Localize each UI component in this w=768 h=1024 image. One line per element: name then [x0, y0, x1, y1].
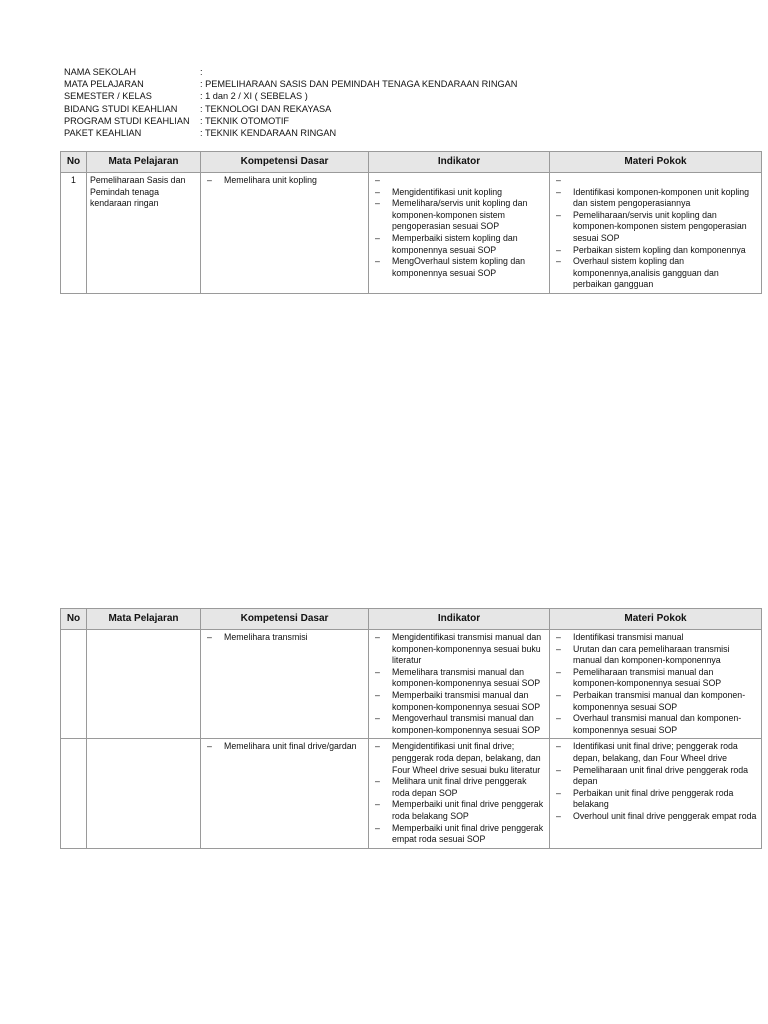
material-item: – Perbaikan unit final drive penggerak roda belakang [553, 788, 758, 811]
header-label: BIDANG STUDI KEAHLIAN [64, 103, 178, 114]
indicator-item: – Mengidentifikasi transmisi manual dan komponen-komponennya sesuai buku literatur [372, 632, 546, 667]
empty-dash: – [556, 175, 561, 185]
col-header-indicator: Indikator [369, 609, 550, 630]
indicator-item: – Memperbaiki transmisi manual dan komponen-komponennya sesuai SOP [372, 690, 546, 713]
table-row [61, 630, 762, 739]
competency-cell [201, 739, 369, 848]
header-row-school [64, 66, 517, 78]
col-header-competency: Kompetensi Dasar [201, 609, 369, 630]
competency-item: – Memelihara transmisi [204, 632, 365, 644]
indicator-item: – Memperbaiki unit final drive penggerak empat roda sesuai SOP [372, 823, 546, 846]
col-header-material: Materi Pokok [550, 152, 762, 173]
material-item: – Pemeliharaan/servis unit kopling dan komponen-komponen sistem pengoperasian sesuai SOP [553, 210, 758, 245]
material-item: – Overhaul transmisi manual dan komponen-komponennya sesuai SOP [553, 713, 758, 736]
header-value: : TEKNIK KENDARAAN RINGAN [200, 128, 337, 139]
indicator-cell [369, 630, 550, 739]
header-value: : PEMELIHARAAN SASIS DAN PEMINDAH TENAGA KENDARAAN RINGAN [200, 79, 518, 90]
document-header [64, 66, 517, 139]
indicator-item: – Mengoverhaul transmisi manual dan komponen-komponennya sesuai SOP [372, 713, 546, 736]
col-header-subject: Mata Pelajaran [87, 152, 201, 173]
subject-cell [87, 630, 201, 739]
material-item: – Overhaul sistem kopling dan komponennya,analisis gangguan dan perbaikan gangguan [553, 256, 758, 291]
indicator-item: – Mengidentifikasi unit kopling [372, 187, 546, 199]
indicator-cell [369, 173, 550, 294]
table-header-row [61, 152, 762, 173]
header-row-program [64, 115, 517, 127]
syllabus-table-2 [60, 608, 762, 849]
row-number: 1 [61, 173, 87, 294]
header-value: : 1 dan 2 / XI ( SEBELAS ) [200, 91, 308, 102]
material-item: – Urutan dan cara pemeliharaan transmisi manual dan komponen-komponennya [553, 644, 758, 667]
indicator-item: – Memelihara/servis unit kopling dan komponen-komponen sistem pengoperasian sesuai SOP [372, 198, 546, 233]
material-item: – Perbaikan transmisi manual dan komponen-komponennya sesuai SOP [553, 690, 758, 713]
header-row-semester [64, 90, 517, 102]
row-number [61, 739, 87, 848]
competency-item: – Memelihara unit kopling [204, 175, 365, 187]
material-item: – Overhoul unit final drive penggerak empat roda [553, 811, 758, 823]
header-label: SEMESTER / KELAS [64, 91, 152, 102]
header-label: PROGRAM STUDI KEAHLIAN [64, 115, 190, 126]
subject-text: Pemeliharaan Sasis dan Pemindah tenaga kendaraan ringan [90, 175, 186, 209]
table-row [61, 739, 762, 848]
header-row-package [64, 127, 517, 139]
material-item: – Pemeliharaan unit final drive penggerak roda depan [553, 765, 758, 788]
col-header-indicator: Indikator [369, 152, 550, 173]
material-cell [550, 173, 762, 294]
material-item: – Identifikasi komponen-komponen unit kopling dan sistem pengoperasiannya [553, 187, 758, 210]
row-number [61, 630, 87, 739]
col-header-competency: Kompetensi Dasar [201, 152, 369, 173]
col-header-no: No [61, 152, 87, 173]
indicator-item: – Memperbaiki sistem kopling dan komponennya sesuai SOP [372, 233, 546, 256]
header-row-subject [64, 78, 517, 90]
syllabus-table-1 [60, 151, 762, 294]
competency-item: – Memelihara unit final drive/gardan [204, 741, 365, 753]
header-label: PAKET KEAHLIAN [64, 128, 142, 139]
competency-cell [201, 173, 369, 294]
competency-cell [201, 630, 369, 739]
empty-dash: – [375, 175, 380, 185]
indicator-item: – Melihara unit final drive penggerak roda depan SOP [372, 776, 546, 799]
indicator-item: – Memperbaiki unit final drive penggerak roda belakang SOP [372, 799, 546, 822]
subject-cell [87, 173, 201, 294]
material-cell [550, 739, 762, 848]
header-row-field [64, 103, 517, 115]
header-value: : TEKNIK OTOMOTIF [200, 115, 289, 126]
material-item: – Pemeliharaan transmisi manual dan komponen-komponennya sesuai SOP [553, 667, 758, 690]
material-item: – Identifikasi transmisi manual [553, 632, 758, 644]
header-label: MATA PELAJARAN [64, 79, 144, 90]
header-value: : [200, 67, 203, 77]
material-item: – Identifikasi unit final drive; penggerak roda depan, belakang, dan Four Wheel drive [553, 741, 758, 764]
table-row [61, 173, 762, 294]
indicator-item: – Memelihara transmisi manual dan komponen-komponennya sesuai SOP [372, 667, 546, 690]
indicator-item: – Mengidentifikasi unit final drive; penggerak roda depan, belakang, dan Four Wheel drive sesuai buku literatur [372, 741, 546, 776]
table-header-row [61, 609, 762, 630]
material-cell [550, 630, 762, 739]
indicator-cell [369, 739, 550, 848]
subject-cell [87, 739, 201, 848]
header-value: : TEKNOLOGI DAN REKAYASA [200, 103, 332, 114]
indicator-item: – MengOverhaul sistem kopling dan komponennya sesuai SOP [372, 256, 546, 279]
header-label: NAMA SEKOLAH [64, 67, 136, 77]
col-header-no: No [61, 609, 87, 630]
col-header-subject: Mata Pelajaran [87, 609, 201, 630]
col-header-material: Materi Pokok [550, 609, 762, 630]
material-item: – Perbaikan sistem kopling dan komponennya [553, 245, 758, 257]
